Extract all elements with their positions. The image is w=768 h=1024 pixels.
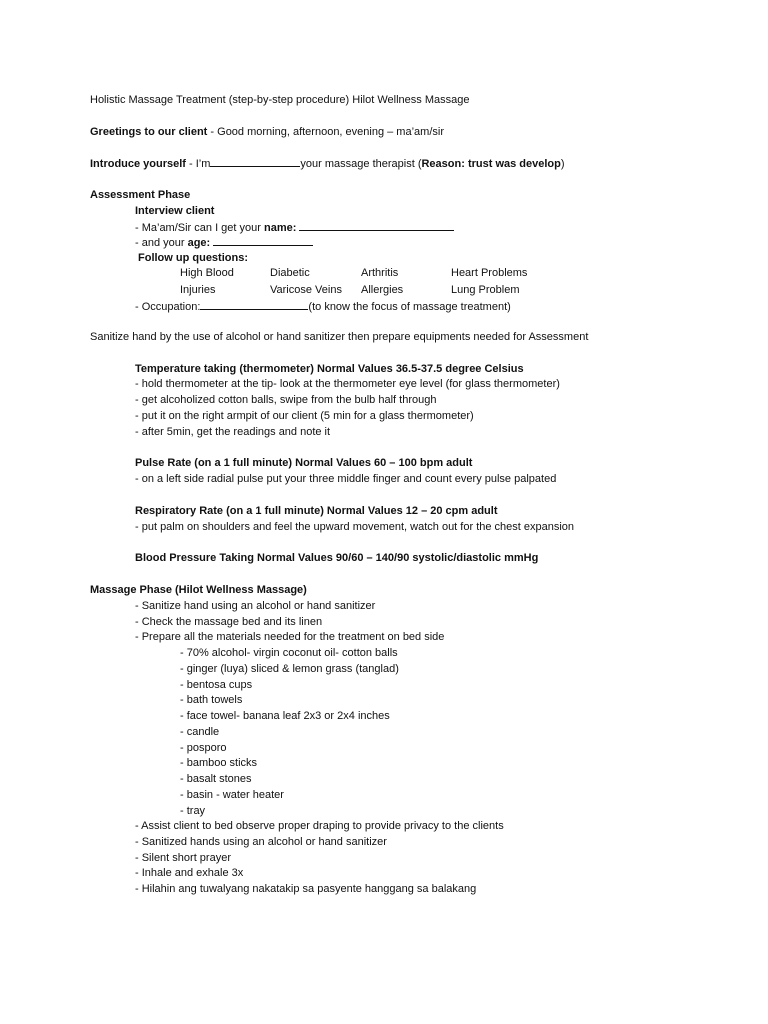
- age-label: age:: [187, 237, 211, 249]
- greetings-label: Greetings to our client: [90, 126, 208, 138]
- blood-pressure-heading: Blood Pressure Taking Normal Values 90/60 – 140/90 systolic/diastolic mmHg: [135, 552, 539, 564]
- massage-step: - Assist client to bed observe proper draping to provide privacy to the clients: [135, 820, 504, 832]
- condition-item: Allergies: [361, 284, 404, 296]
- name-prompt: - Ma’am/Sir can I get your: [135, 222, 264, 234]
- massage-heading: Massage Phase (Hilot Wellness Massage): [90, 584, 307, 596]
- massage-step: - Inhale and exhale 3x: [135, 867, 244, 879]
- massage-step: - Check the massage bed and its linen: [135, 616, 323, 628]
- introduce-reason: Reason: trust was develop: [421, 158, 561, 170]
- introduce-pre: - I’m: [185, 158, 211, 170]
- name-blank: [299, 220, 454, 231]
- condition-item: High Blood: [180, 267, 234, 279]
- material-item: - bath towels: [180, 694, 243, 706]
- condition-item: Lung Problem: [451, 284, 520, 296]
- material-item: - tray: [180, 805, 206, 817]
- material-item: - face towel- banana leaf 2x3 or 2x4 inches: [180, 710, 390, 722]
- material-item: - 70% alcohol- virgin coconut oil- cotton balls: [180, 647, 398, 659]
- condition-item: Diabetic: [270, 267, 310, 279]
- respiratory-step: - put palm on shoulders and feel the upward movement, watch out for the chest expansion: [135, 521, 575, 533]
- temperature-step: - get alcoholized cotton balls, swipe from the bulb half through: [135, 394, 437, 406]
- age-blank: [213, 235, 313, 246]
- condition-item: Heart Problems: [451, 267, 528, 279]
- massage-step: - Sanitize hand using an alcohol or hand sanitizer: [135, 600, 376, 612]
- massage-step: - Silent short prayer: [135, 852, 231, 864]
- material-item: - posporo: [180, 742, 227, 754]
- massage-step: - Hilahin ang tuwalyang nakatakip sa pasyente hanggang sa balakang: [135, 883, 477, 895]
- condition-item: Injuries: [180, 284, 216, 296]
- followup-heading: Follow up questions:: [138, 252, 248, 264]
- temperature-step: - put it on the right armpit of our client (5 min for a glass thermometer): [135, 410, 474, 422]
- massage-step: - Sanitized hands using an alcohol or hand sanitizer: [135, 836, 387, 848]
- pulse-heading: Pulse Rate (on a 1 full minute) Normal Values 60 – 100 bpm adult: [135, 457, 473, 469]
- name-label: name:: [264, 222, 297, 234]
- material-item: - basalt stones: [180, 773, 252, 785]
- greetings-line: [90, 125, 444, 141]
- material-item: - bamboo sticks: [180, 757, 258, 769]
- therapist-name-blank: [210, 156, 300, 167]
- age-prompt: - and your: [135, 237, 188, 249]
- temperature-step: - after 5min, get the readings and note it: [135, 426, 331, 438]
- age-line: [135, 235, 313, 252]
- material-item: - bentosa cups: [180, 679, 253, 691]
- occupation-blank: [200, 299, 308, 310]
- assessment-heading: Assessment Phase: [90, 189, 191, 201]
- occupation-prompt: - Occupation:: [135, 301, 201, 313]
- occupation-note: (to know the focus of massage treatment): [308, 301, 511, 313]
- greetings-text: - Good morning, afternoon, evening – ma’am/sir: [207, 126, 444, 138]
- temperature-step: - hold thermometer at the tip- look at the thermometer eye level (for glass thermometer): [135, 378, 560, 390]
- condition-item: Arthritis: [361, 267, 399, 279]
- document-title: Holistic Massage Treatment (step-by-step procedure) Hilot Wellness Massage: [90, 94, 470, 106]
- material-item: - candle: [180, 726, 220, 738]
- interview-heading: Interview client: [135, 205, 215, 217]
- sanitize-line: Sanitize hand by the use of alcohol or hand sanitizer then prepare equipments needed for Assessment: [90, 331, 589, 343]
- massage-step: - Prepare all the materials needed for the treatment on bed side: [135, 631, 445, 643]
- temperature-heading: Temperature taking (thermometer) Normal Values 36.5-37.5 degree Celsius: [135, 363, 524, 375]
- occupation-line: [135, 299, 511, 316]
- condition-item: Varicose Veins: [270, 284, 342, 296]
- introduce-label: Introduce yourself: [90, 158, 186, 170]
- material-item: - ginger (luya) sliced & lemon grass (tanglad): [180, 663, 399, 675]
- introduce-close: ): [560, 158, 565, 170]
- material-item: - basin - water heater: [180, 789, 284, 801]
- pulse-step: - on a left side radial pulse put your three middle finger and count every pulse palpated: [135, 473, 557, 485]
- introduce-post: your massage therapist (: [300, 158, 422, 170]
- respiratory-heading: Respiratory Rate (on a 1 full minute) Normal Values 12 – 20 cpm adult: [135, 505, 498, 517]
- introduce-line: [90, 156, 565, 173]
